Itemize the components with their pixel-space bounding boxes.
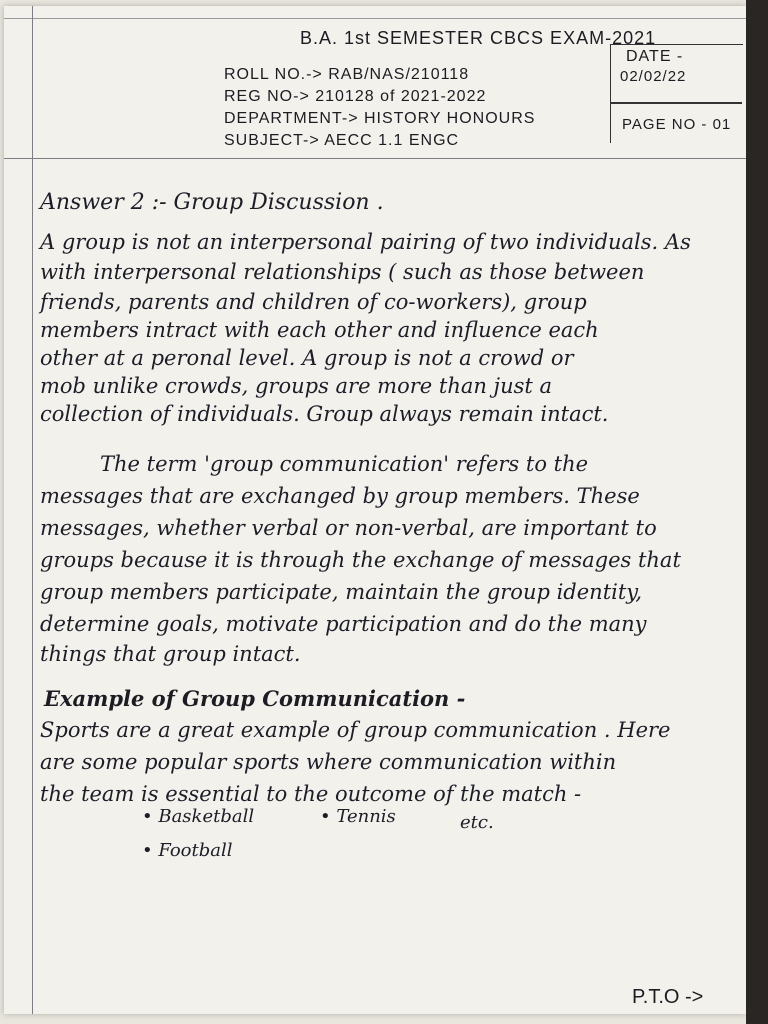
exam-title: B.A. 1st SEMESTER CBCS EXAM-2021 [300, 28, 657, 48]
answer-sheet [4, 6, 746, 1014]
date-value: 02/02/22 [620, 68, 687, 85]
paragraph-line: A group is not an interpersonal pairing of two individuals. As [40, 230, 691, 254]
example-heading: Example of Group Communication - [44, 686, 466, 711]
paragraph-line: with interpersonal relationships ( such as those between [40, 260, 645, 284]
paragraph-line: things that group intact. [40, 642, 301, 666]
please-turn-over: P.T.O -> [632, 986, 704, 1008]
paragraph-line: friends, parents and children of co-workers), group [40, 290, 587, 314]
date-divider [610, 102, 742, 104]
page-edge-shadow [746, 0, 768, 1024]
paragraph-line: members intract with each other and influence each [40, 318, 599, 342]
answer-heading: Answer 2 :- Group Discussion . [40, 190, 384, 215]
paragraph-line: the team is essential to the outcome of the match - [40, 782, 582, 806]
date-label: DATE - [626, 48, 684, 65]
top-rule [4, 18, 746, 19]
page-number: PAGE NO - 01 [622, 116, 732, 133]
paragraph-line: determine goals, motivate participation and do the many [40, 612, 647, 636]
roll-number: ROLL NO.-> RAB/NAS/210118 [224, 66, 470, 83]
paragraph-line: other at a peronal level. A group is not a crowd or [40, 346, 574, 370]
bullet-item: • Football [142, 840, 233, 861]
header-rule [4, 158, 746, 159]
department: DEPARTMENT-> HISTORY HONOURS [224, 110, 536, 127]
registration-number: REG NO-> 210128 of 2021-2022 [224, 88, 487, 105]
paragraph-line: groups because it is through the exchange of messages that [40, 548, 681, 572]
paragraph-line: messages, whether verbal or non-verbal, are important to [40, 516, 657, 540]
paragraph-line: mob unlike crowds, groups are more than just a [40, 374, 553, 398]
paragraph-line: Sports are a great example of group communication . Here [40, 718, 671, 742]
bullet-item: • Basketball [142, 806, 255, 827]
paragraph-line: The term 'group communication' refers to the [100, 452, 589, 476]
paragraph-line: messages that are exchanged by group members. These [40, 484, 640, 508]
bullet-item: etc. [460, 812, 494, 833]
paragraph-line: are some popular sports where communication within [40, 750, 617, 774]
paragraph-line: collection of individuals. Group always remain intact. [40, 402, 609, 426]
bullet-item: • Tennis [320, 806, 396, 827]
paragraph-line: group members participate, maintain the group identity, [40, 580, 643, 604]
subject: SUBJECT-> AECC 1.1 ENGC [224, 132, 460, 149]
